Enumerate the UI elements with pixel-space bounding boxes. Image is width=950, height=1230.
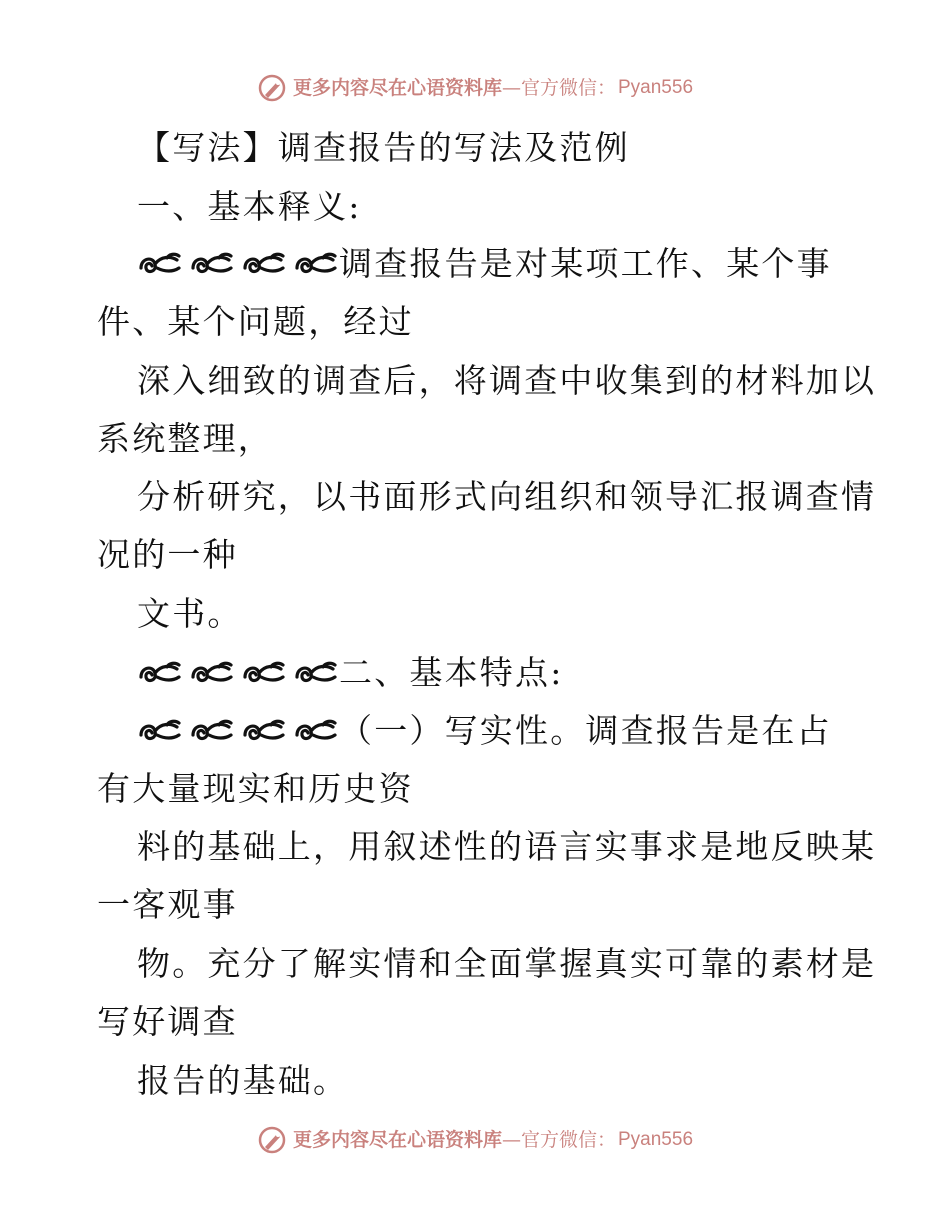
paragraph-line: 分析研究，以书面形式向组织和领导汇报调查情 [137,477,877,516]
floral-ornament-icon [241,717,287,745]
paragraph-line: 系统整理， [97,419,273,458]
section-heading: 一、基本释义: [137,187,362,226]
doc-title: 【写法】调查报告的写法及范例 [137,128,630,167]
floral-ornament-icon [189,717,235,745]
floral-ornament-icon [189,659,235,687]
paragraph-line: 物。充分了解实情和全面掌握真实可靠的素材是 [137,944,877,983]
paragraph-line [137,711,832,751]
pen-logo-icon [257,73,287,103]
paragraph-text: 调查报告是对某项工作、某个事 [339,244,832,283]
paragraph-line: 况的一种 [97,535,238,574]
floral-ornament-icon [293,250,339,278]
banner-separator: — [501,1129,521,1151]
paragraph-line: 有大量现实和历史资 [97,769,414,808]
paragraph-text: （一）写实性。调查报告是在占 [339,711,832,750]
paragraph-line: 文书。 [137,594,243,633]
floral-ornament-icon [241,250,287,278]
floral-ornament-icon [137,250,183,278]
floral-ornament-icon [293,717,339,745]
floral-ornament-icon [137,659,183,687]
paragraph-line [137,244,832,284]
paragraph-line: 料的基础上，用叙述性的语言实事求是地反映某 [137,827,877,866]
floral-ornament-icon [137,717,183,745]
paragraph-line: 写好调查 [97,1002,238,1041]
floral-ornament-icon [241,659,287,687]
section-heading [137,653,564,693]
banner-wechat-id: Pyan556 [618,77,694,98]
paragraph-line: 一客观事 [97,885,238,924]
floral-ornament-group [137,244,339,284]
banner-separator: — [501,77,521,99]
pen-logo-icon [257,1125,287,1155]
banner-wechat-id: Pyan556 [618,1129,694,1150]
banner-wechat-label: 官方微信： [520,1129,616,1151]
header-banner [0,73,950,103]
banner-wechat-label: 官方微信： [520,77,616,99]
floral-ornament-group [137,711,339,751]
paragraph-line: 报告的基础。 [137,1061,349,1100]
footer-banner [0,1125,950,1155]
floral-ornament-icon [189,250,235,278]
banner-main-text: 更多内容尽在心语资料库 [292,77,502,99]
floral-ornament-icon [293,659,339,687]
banner-main-text: 更多内容尽在心语资料库 [292,1129,502,1151]
paragraph-line: 深入细致的调查后，将调查中收集到的材料加以 [137,361,877,400]
section-heading-text: 二、基本特点: [339,653,564,692]
floral-ornament-group [137,653,339,693]
paragraph-line: 件、某个问题，经过 [97,302,414,341]
